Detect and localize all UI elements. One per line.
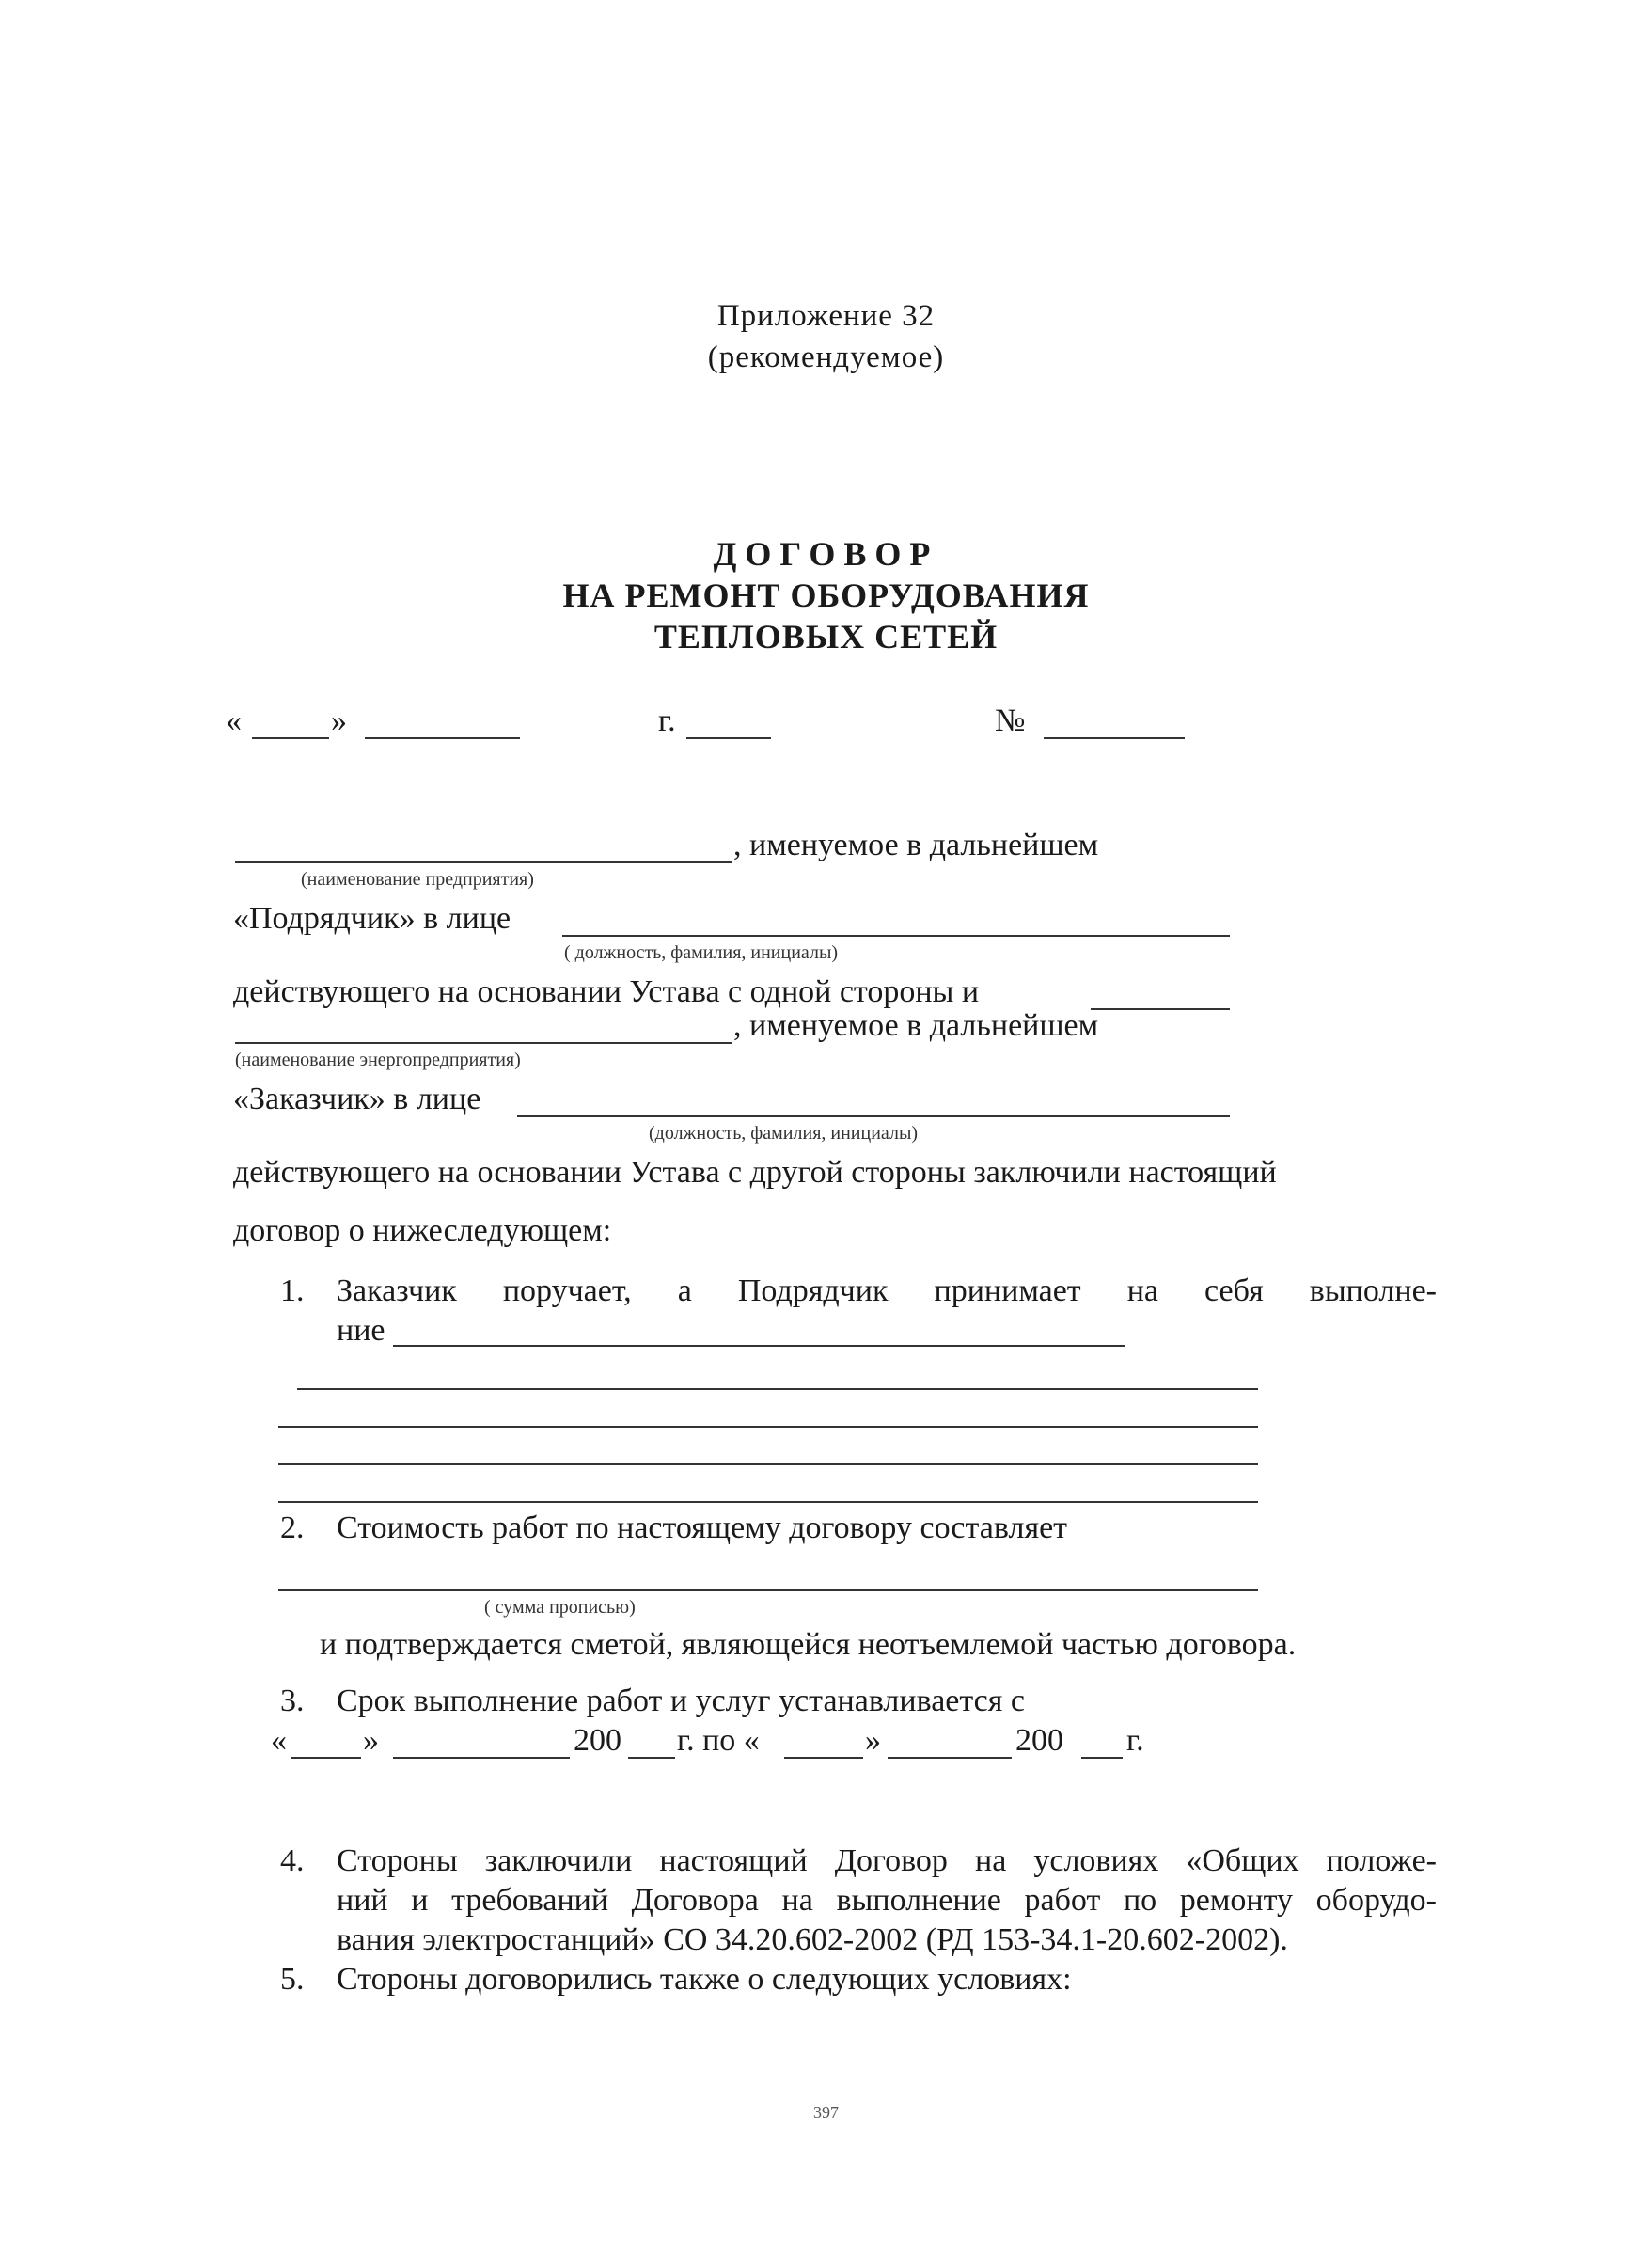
caption-energy-enterprise: (наименование энергопредприятия) [235, 1050, 521, 1070]
number-sign: № [995, 703, 1026, 738]
clause-3-year-1: 200 [574, 1723, 621, 1758]
clause-5-text: Стороны договорились также о следующих условиях: [337, 1962, 1072, 1997]
contract-subtitle-line1: НА РЕМОНТ ОБОРУДОВАНИЯ [562, 577, 1090, 614]
clause-1-blank-4 [278, 1463, 1258, 1465]
clause-1-blank-3 [278, 1426, 1258, 1428]
clause-3-mid-text: г. по « [677, 1723, 760, 1758]
caption-enterprise: (наименование предприятия) [301, 869, 534, 890]
clause-1-number: 1. [280, 1273, 305, 1308]
clause-3-text: Срок выполнение работ и услуг устанавливается с [337, 1683, 1025, 1718]
clause-3-year-2: 200 [1015, 1723, 1063, 1758]
clause-1-blank-5 [278, 1501, 1258, 1503]
customer-person-blank [517, 1115, 1230, 1117]
clause-5-number: 5. [280, 1962, 305, 1997]
clause-3-number: 3. [280, 1683, 305, 1718]
city-prefix: г. [658, 703, 676, 738]
clause-3-month-blank-1 [393, 1757, 570, 1759]
customer-label: «Заказчик» в лице [233, 1082, 481, 1116]
clause-1-text: Заказчик поручает, а Подрядчик принимает на себя выполне- [337, 1273, 1437, 1308]
clause-3-month-blank-2 [888, 1757, 1012, 1759]
clause-4-line-3: вания электростанций» СО 34.20.602-2002 (РД 153-34.1-20.602-2002). [337, 1922, 1288, 1957]
customer-name-blank [235, 1042, 732, 1044]
contractor-person-blank [562, 935, 1230, 937]
clause-2-number: 2. [280, 1510, 305, 1545]
clause-4-line-1: Стороны заключили настоящий Договор на условиях «Общих положе- [337, 1843, 1437, 1878]
clause-3-end-text: г. [1126, 1723, 1144, 1758]
appendix-title: Приложение 32 [716, 299, 936, 333]
clause-3-year-blank-2 [1081, 1757, 1123, 1759]
agreement-text: договор о нижеследующем: [233, 1213, 612, 1248]
clause-2-text: Стоимость работ по настоящему договору составляет [337, 1510, 1068, 1545]
date-day-blank [252, 737, 329, 739]
caption-person-contractor: ( должность, фамилия, инициалы) [564, 942, 839, 963]
caption-sum-in-words: ( сумма прописью) [484, 1597, 636, 1618]
clause-1-continuation: ние [337, 1313, 385, 1348]
date-close-quote: » [331, 703, 347, 738]
customer-named-text: , именуемое в дальнейшем [733, 1008, 1099, 1043]
clause-3-close-quote-2: » [865, 1723, 881, 1758]
contract-subtitle-line2: ТЕПЛОВЫХ СЕТЕЙ [653, 618, 999, 656]
date-month-blank [365, 737, 520, 739]
acting-second-text: действующего на основании Устава с другой стороны заключили настоящий [233, 1155, 1277, 1190]
appendix-subtitle: (рекомендуемое) [707, 340, 945, 374]
clause-3-close-quote-1: » [363, 1723, 379, 1758]
clause-4-number: 4. [280, 1843, 305, 1878]
contract-title: ДОГОВОР [713, 535, 939, 573]
clause-2-continuation: и подтверждается сметой, являющейся неотъемлемой частью договора. [320, 1627, 1297, 1662]
contractor-named-text: , именуемое в дальнейшем [733, 828, 1099, 862]
contractor-label: «Подрядчик» в лице [233, 901, 511, 936]
acting-first-text: действующего на основании Устава с одной стороны и [233, 974, 980, 1009]
page-number: 397 [813, 2103, 839, 2122]
clause-4-line-2: ний и требований Договора на выполнение работ по ремонту оборудо- [337, 1883, 1437, 1918]
clause-1-blank-2 [297, 1388, 1258, 1390]
number-blank [1044, 737, 1185, 739]
city-blank [686, 737, 771, 739]
clause-3-day-blank-2 [784, 1757, 863, 1759]
clause-3-open-quote-1: « [271, 1723, 287, 1758]
clause-2-sum-blank [278, 1589, 1258, 1591]
date-open-quote: « [226, 703, 242, 738]
caption-person-customer: (должность, фамилия, инициалы) [649, 1123, 919, 1144]
customer-name-blank-start [1091, 1008, 1230, 1010]
contractor-name-blank [235, 861, 732, 863]
clause-3-year-blank-1 [628, 1757, 675, 1759]
clause-3-day-blank-1 [291, 1757, 361, 1759]
clause-1-blank-1 [393, 1345, 1125, 1347]
